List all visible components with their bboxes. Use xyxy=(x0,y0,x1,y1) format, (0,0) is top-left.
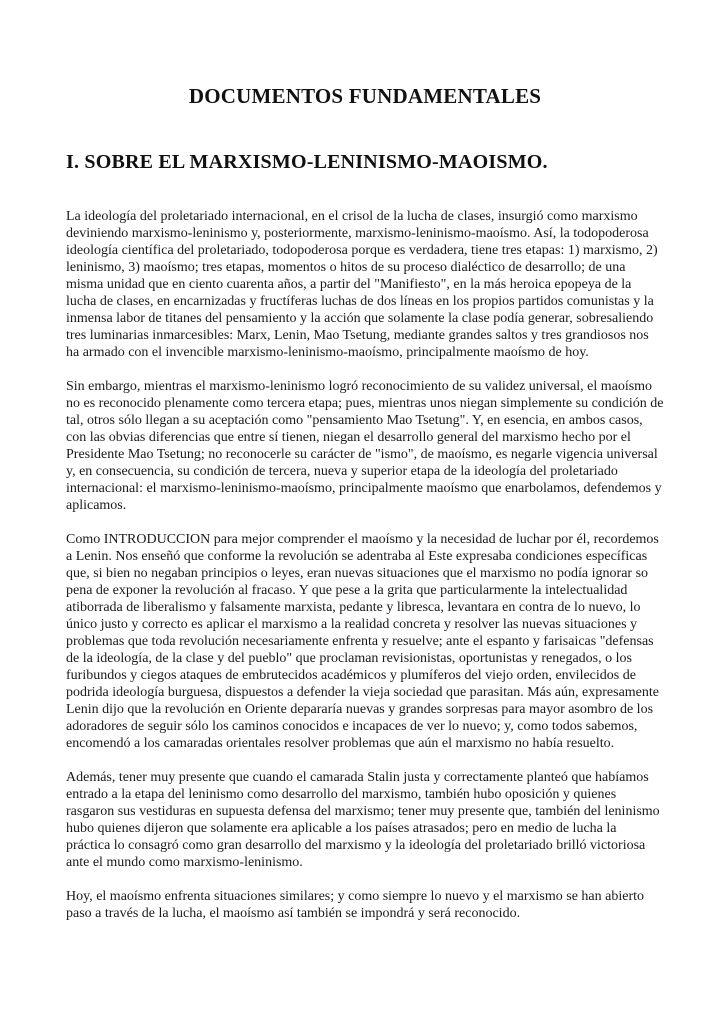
document-title: DOCUMENTOS FUNDAMENTALES xyxy=(188,84,542,108)
paragraph-2: Sin embargo, mientras el marxismo-leninismo logró reconocimiento de su validez universal, el maoísmo no es reconocido plenamente como tercera etapa; pues, mientras unos niegan simplemente su condición de tal, otros sólo llegan a su aceptación como "pensamiento Mao Tsetung". Y, en esencia, en ambos casos, con las obvias diferencias que entre sí tienen, niegan el desarrollo general del marxismo hecho por el Presidente Mao Tsetung; no reconocerle su carácter de "ismo", de maoísmo, es negarle vigencia universal y, en consecuencia, su condición de tercera, nueva y superior etapa de la ideología del proletariado internacional: el marxismo-leninismo-maoísmo, principalmente maoísmo que enarbolamos, defendemos y aplicamos. xyxy=(66,379,664,513)
paragraph-3: Como INTRODUCCION para mejor comprender el maoísmo y la necesidad de luchar por él, recordemos a Lenin. Nos enseñó que conforme la revolución se adentraba al Este expresaba condiciones específicas que, si bien no negaban principios o leyes, eran nuevas situaciones que el marxismo no podía ignorar so pena de exponer la revolución al fracaso. Y que pese a la grita que particularmente la intelectualidad atiborrada de liberalismo y falsamente marxista, pedante y libresca, levantara en contra de lo nuevo, lo único justo y correcto es aplicar el marxismo a la realidad concreta y resolver las nuevas situaciones y problemas que toda revolución necesariamente enfrenta y resuelve; ante el espanto y farisaicas "defensas de la ideología, de la clase y del pueblo" que proclaman revisionistas, oportunistas y renegados, o los furibundos y ciegos ataques de embrutecidos académicos y plumíferos del viejo orden, envilecidos de podrida ideología burguesa, dispuestos a defender la vieja sociedad que parasitan. Más aún, expresamente Lenin dijo que la revolución en Oriente depararía nuevas y grandes sorpresas para mayor asombro de los adoradores de seguir sólo los caminos conocidos e incapaces de ver lo nuevo; y, como todos sabemos, encomendó a los camaradas orientales resolver problemas que aún el marxismo no había resuelto. xyxy=(66,532,659,751)
paragraph-1: La ideología del proletariado internacional, en el crisol de la lucha de clases, insurgió como marxismo deviniendo marxismo-leninismo y, posteriormente, marxismo-leninismo-maoísmo. Así, la todopoderosa ideología científica del proletariado, todopoderosa porque es verdadera, tiene tres etapas: 1) marxismo, 2) leninismo, 3) maoísmo; tres etapas, momentos o hitos de su proceso dialéctico de desarrollo; de una misma unidad que en ciento cuarenta años, a partir del "Manifiesto", en la más heroica epopeya de la lucha de clases, en encarnizadas y fructíferas luchas de dos líneas en los propios partidos comunistas y la inmensa labor de titanes del pensamiento y la acción que solamente la clase podía generar, sobresaliendo tres luminarias inmarcesibles: Marx, Lenin, Mao Tsetung, mediante grandes saltos y tres grandiosos nos ha armado con el invencible marxismo-leninismo-maoísmo, principalmente maoísmo de hoy. xyxy=(66,209,658,360)
paragraph-4: Además, tener muy presente que cuando el camarada Stalin justa y correctamente planteó que habíamos entrado a la etapa del leninismo como desarrollo del marxismo, también hubo oposición y quienes rasgaron sus vestiduras en supuesta defensa del marxismo; tener muy presente que, también del leninismo hubo quienes dijeron que solamente era aplicable a los países atrasados; pero en medio de lucha la práctica lo consagró como gran desarrollo del marxismo y la ideología del proletariado brilló victoriosa ante el mundo como marxismo-leninismo. xyxy=(66,770,660,870)
document-body xyxy=(66,208,664,922)
paragraph-5: Hoy, el maoísmo enfrenta situaciones similares; y como siempre lo nuevo y el marxismo se han abierto paso a través de la lucha, el maoísmo así también se impondrá y será reconocido. xyxy=(66,889,644,921)
section-heading: I. SOBRE EL MARXISMO-LENINISMO-MAOISMO. xyxy=(66,151,548,173)
